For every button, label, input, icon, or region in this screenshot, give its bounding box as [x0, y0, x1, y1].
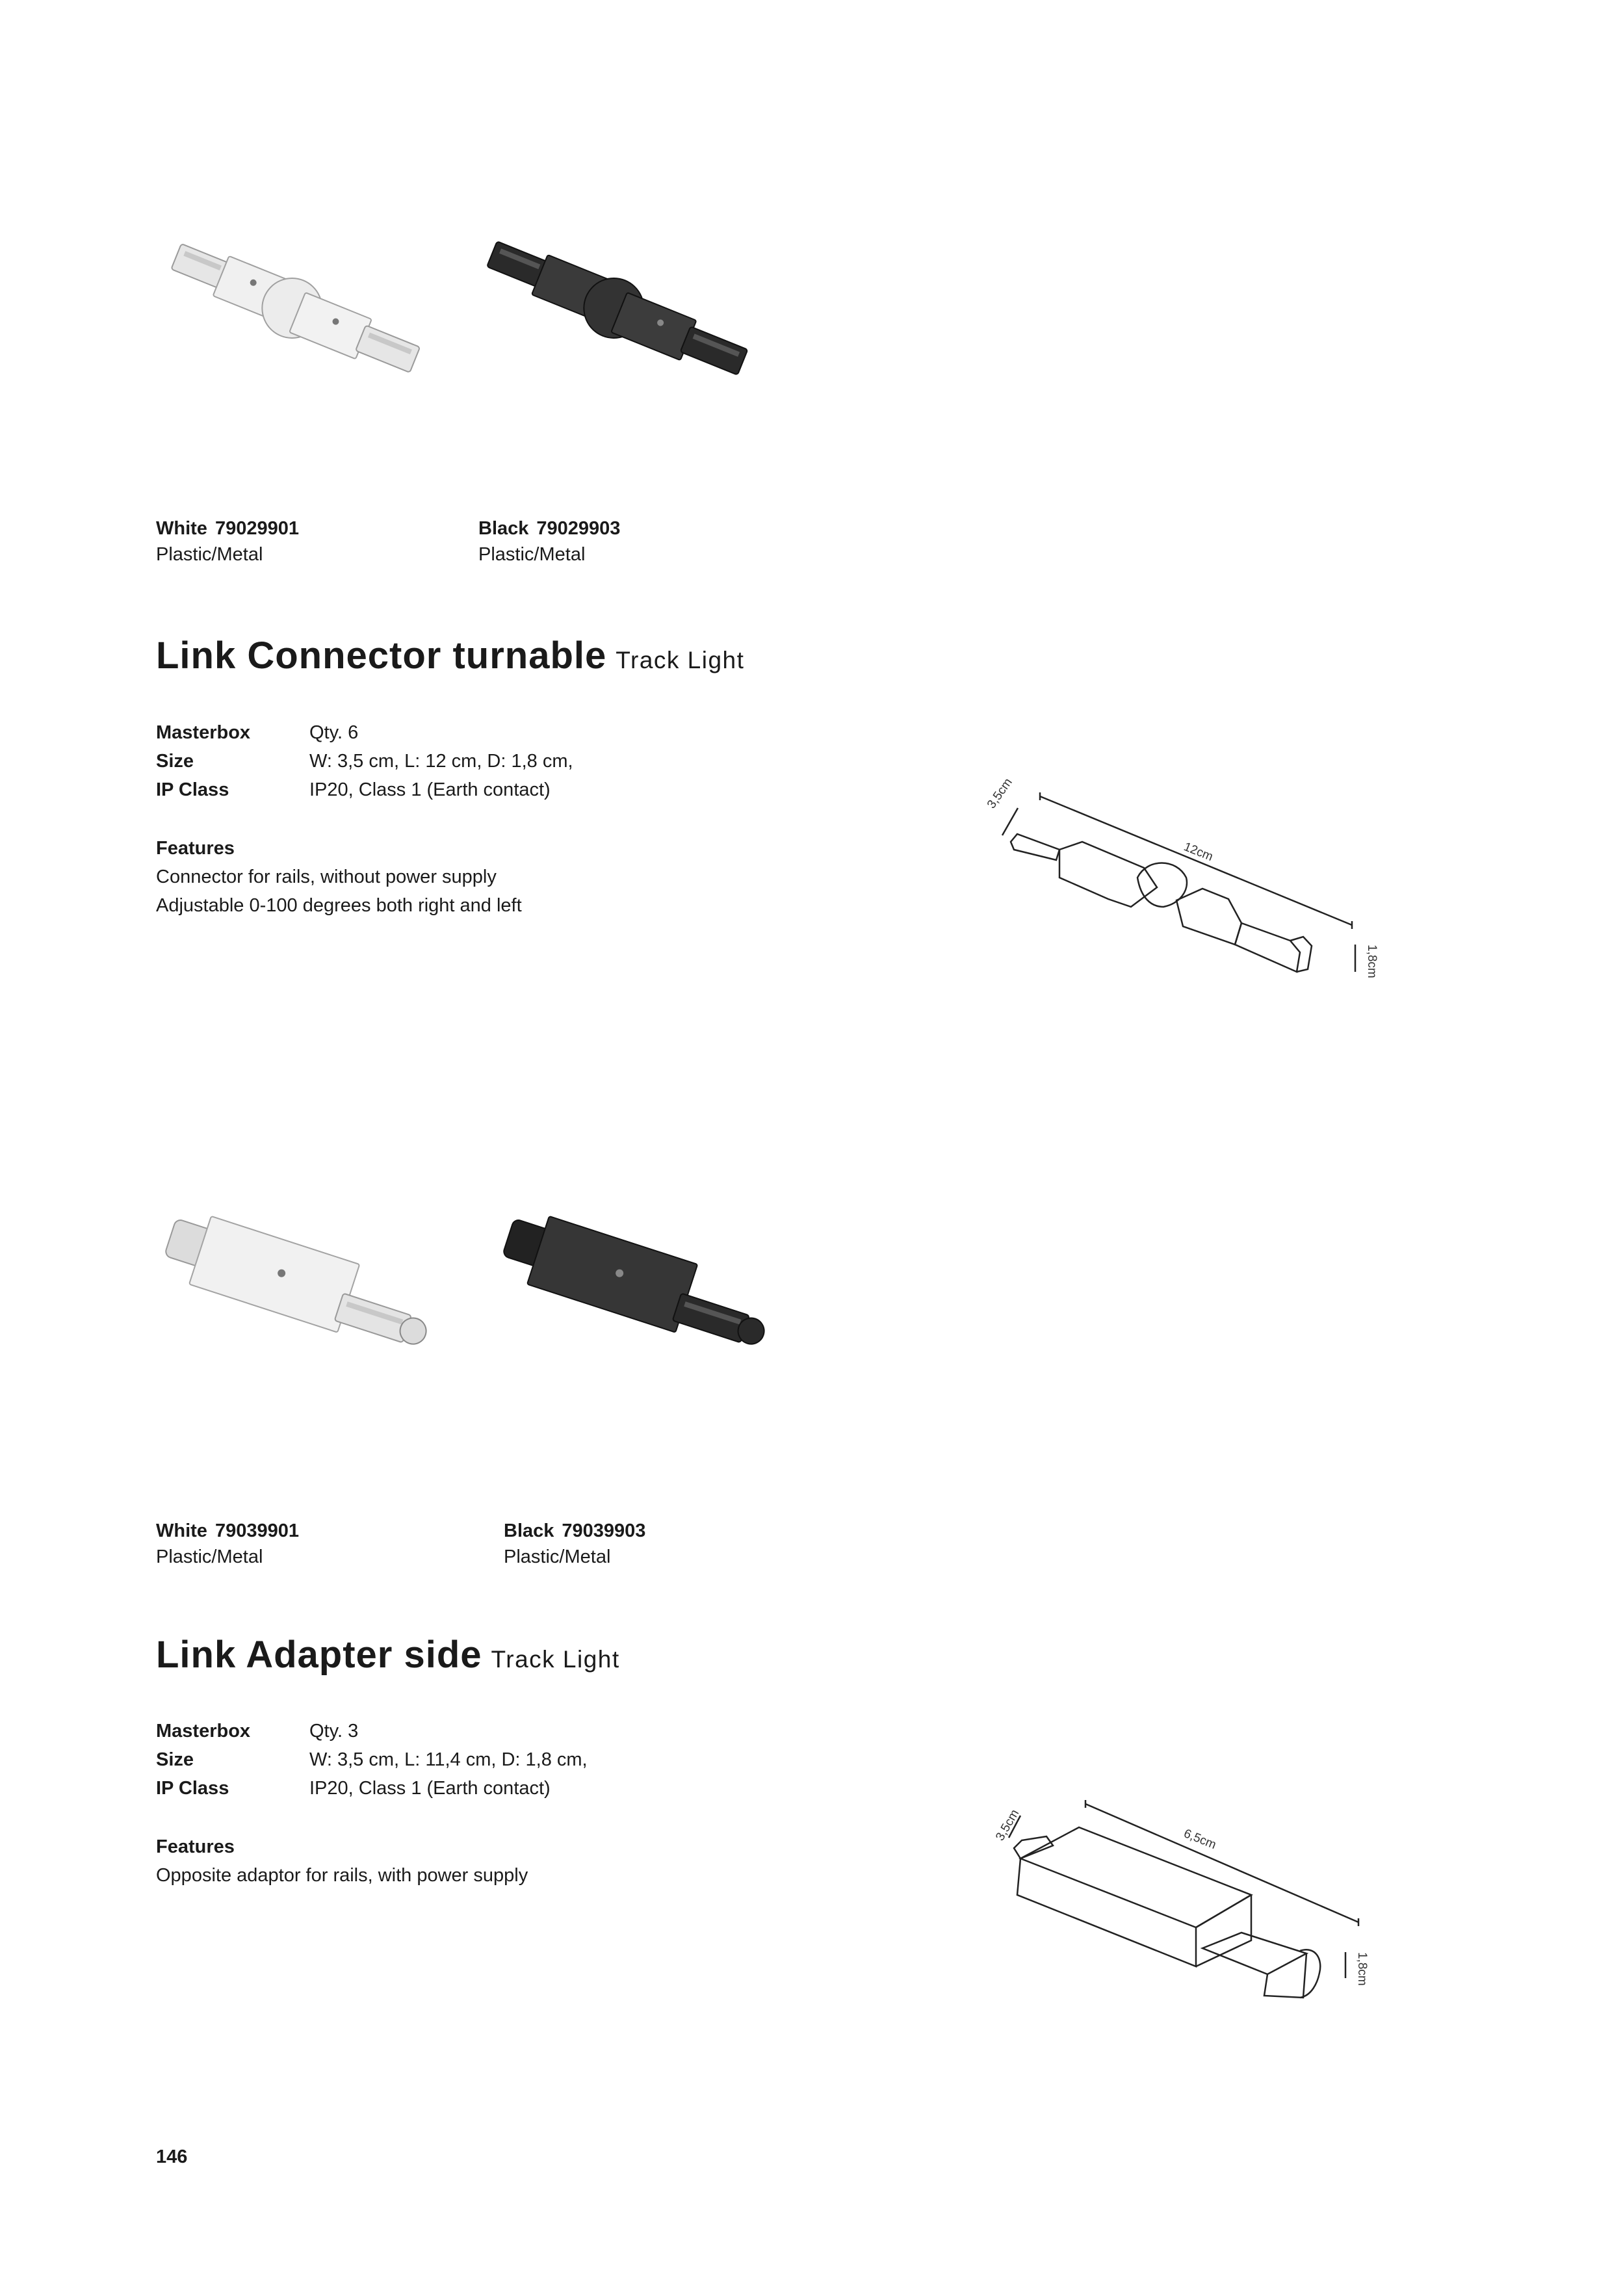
variant-color: Black — [504, 1520, 554, 1541]
variant-white-side-adapter — [156, 1518, 299, 1570]
feature-item: Opposite adaptor for rails, with power supply — [156, 1865, 528, 1886]
features-side-adapter — [156, 1833, 528, 1890]
features-heading: Features — [156, 1836, 235, 1857]
dim-depth-label: 1,8cm — [1355, 1952, 1369, 1986]
dim-width-label: 3,5cm — [984, 777, 1015, 811]
spec-value: Qty. 6 — [309, 722, 359, 743]
variant-white-turnable — [156, 515, 299, 567]
spec-table-side-adapter — [156, 1717, 588, 1803]
product-category: Track Light — [616, 647, 745, 673]
spec-value: Qty. 3 — [309, 1721, 359, 1742]
spec-row-size — [156, 747, 573, 776]
spec-label: Size — [156, 1749, 194, 1770]
variant-black-turnable — [478, 515, 620, 567]
variant-color: White — [156, 518, 207, 539]
spec-value: IP20, Class 1 (Earth contact) — [309, 1778, 551, 1799]
product-name: Link Adapter side — [156, 1634, 482, 1676]
feature-item: Adjustable 0-100 degrees both right and left — [156, 895, 522, 916]
variant-material: Plastic/Metal — [156, 544, 263, 565]
variant-black-side-adapter — [504, 1518, 645, 1570]
spec-label: Size — [156, 751, 194, 772]
spec-row-size — [156, 1745, 588, 1774]
product-photo-black-side-adapter — [484, 1183, 796, 1404]
spec-label: Masterbox — [156, 1721, 251, 1742]
page-number: 146 — [156, 2146, 188, 2167]
spec-value: W: 3,5 cm, L: 11,4 cm, D: 1,8 cm, — [309, 1749, 588, 1770]
spec-label: Masterbox — [156, 722, 251, 743]
variant-code: 79039903 — [562, 1520, 646, 1541]
spec-value: IP20, Class 1 (Earth contact) — [309, 779, 551, 800]
variant-code: 79029901 — [214, 518, 299, 539]
features-heading: Features — [156, 838, 235, 859]
dim-length-label: 6,5cm — [1182, 1827, 1218, 1853]
variant-code: 79039901 — [214, 1520, 299, 1541]
product-photo-white-side-adapter — [146, 1183, 458, 1404]
spec-label: IP Class — [156, 779, 229, 800]
dimension-drawing-side-adapter — [968, 1778, 1371, 2025]
spec-row-masterbox — [156, 718, 573, 747]
spec-row-masterbox — [156, 1717, 588, 1745]
variant-material: Plastic/Metal — [478, 544, 586, 565]
spec-value: W: 3,5 cm, L: 12 cm, D: 1,8 cm, — [309, 751, 573, 772]
dimension-drawing-turnable — [962, 777, 1378, 1037]
variant-material: Plastic/Metal — [504, 1546, 611, 1567]
product-photo-white-turnable-connector — [146, 215, 445, 436]
variant-material: Plastic/Metal — [156, 1546, 263, 1567]
variant-color: White — [156, 1520, 207, 1541]
spec-label: IP Class — [156, 1778, 229, 1799]
product-photo-black-turnable-connector — [461, 215, 773, 436]
feature-item: Connector for rails, without power supply — [156, 867, 497, 887]
dim-width-label: 3,5cm — [993, 1807, 1022, 1844]
spec-table-turnable — [156, 718, 573, 804]
features-turnable — [156, 834, 522, 920]
variant-color: Black — [478, 518, 529, 539]
dim-depth-label: 1,8cm — [1365, 945, 1378, 978]
product-name: Link Connector turnable — [156, 634, 607, 677]
product-title-turnable — [156, 634, 744, 677]
spec-row-ip-class — [156, 776, 573, 804]
variant-code: 79029903 — [536, 518, 621, 539]
dim-length-label: 12cm — [1182, 840, 1215, 865]
spec-row-ip-class — [156, 1774, 588, 1803]
product-title-side-adapter — [156, 1633, 620, 1676]
product-category: Track Light — [491, 1646, 620, 1673]
